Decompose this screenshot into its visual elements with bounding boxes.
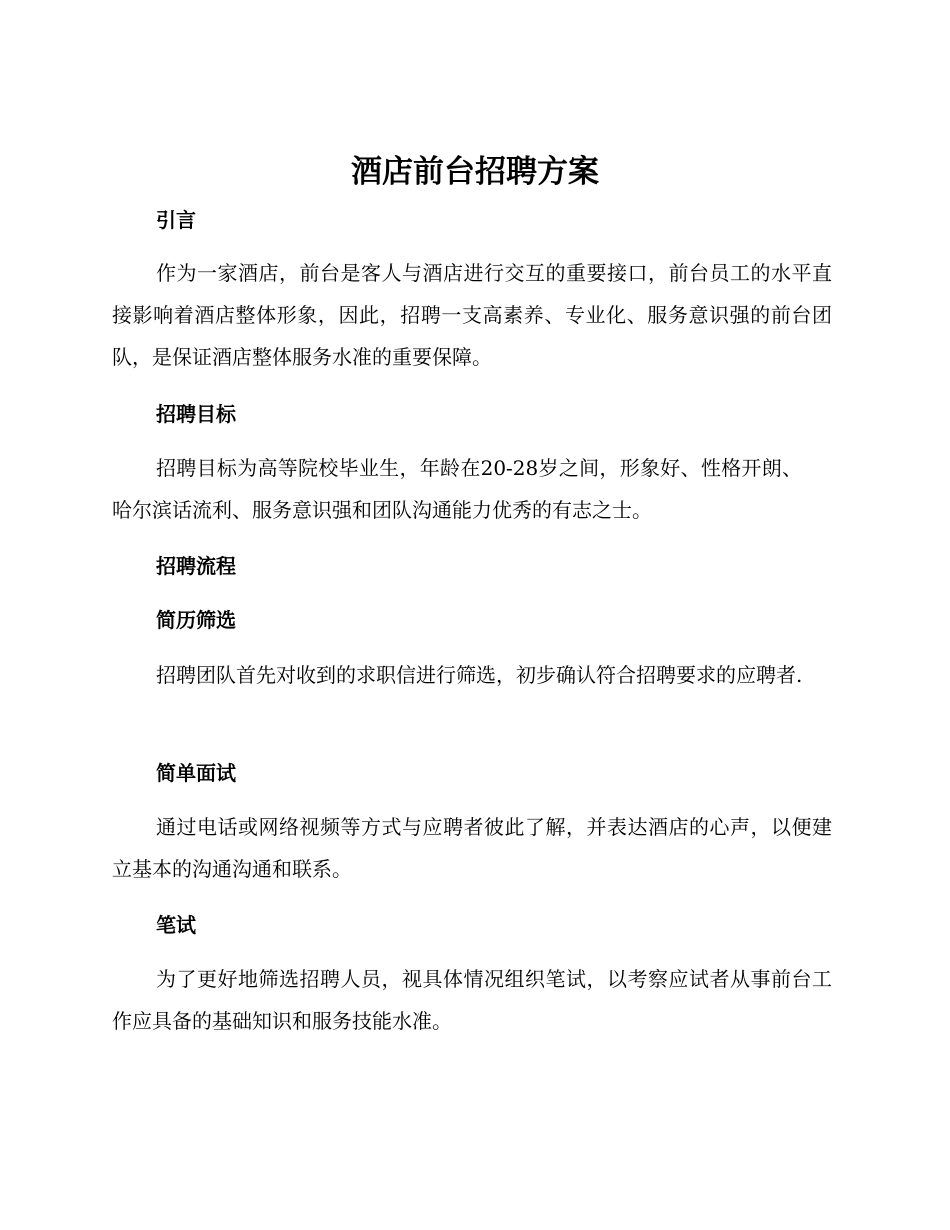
section-heading-introduction: 引言 (156, 208, 196, 232)
section-heading-simple-interview: 简单面试 (156, 761, 236, 785)
section-paragraph-recruitment-goal: 招聘目标为高等院校毕业生，年龄在20-28岁之间，形象好、性格开朗、哈尔滨话流利、服务意识强和团队沟通能力优秀的有志之士。 (112, 456, 802, 522)
section-paragraph-written-test: 为了更好地筛选招聘人员，视具体情况组织笔试，以考察应试者从事前台工作应具备的基础知识和服务技能水准。 (112, 967, 832, 1033)
section-paragraph-simple-interview: 通过电话或网络视频等方式与应聘者彼此了解，并表达酒店的心声，以便建立基本的沟通沟通和联系。 (112, 815, 832, 881)
section-heading-recruitment-process: 招聘流程 (156, 554, 236, 578)
document-title: 酒店前台招聘方案 (351, 154, 599, 190)
section-paragraph-introduction: 作为一家酒店，前台是客人与酒店进行交互的重要接口，前台员工的水平直接影响着酒店整体形象，因此，招聘一支高素养、专业化、服务意识强的前台团队，是保证酒店整体服务水准的重要保障。 (112, 261, 832, 369)
section-heading-recruitment-goal: 招聘目标 (156, 402, 236, 426)
section-heading-written-test: 笔试 (156, 913, 196, 937)
section-heading-resume-screening: 简历筛选 (156, 608, 236, 632)
section-paragraph-resume-screening: 招聘团队首先对收到的求职信进行筛选，初步确认符合招聘要求的应聘者. (156, 663, 803, 687)
